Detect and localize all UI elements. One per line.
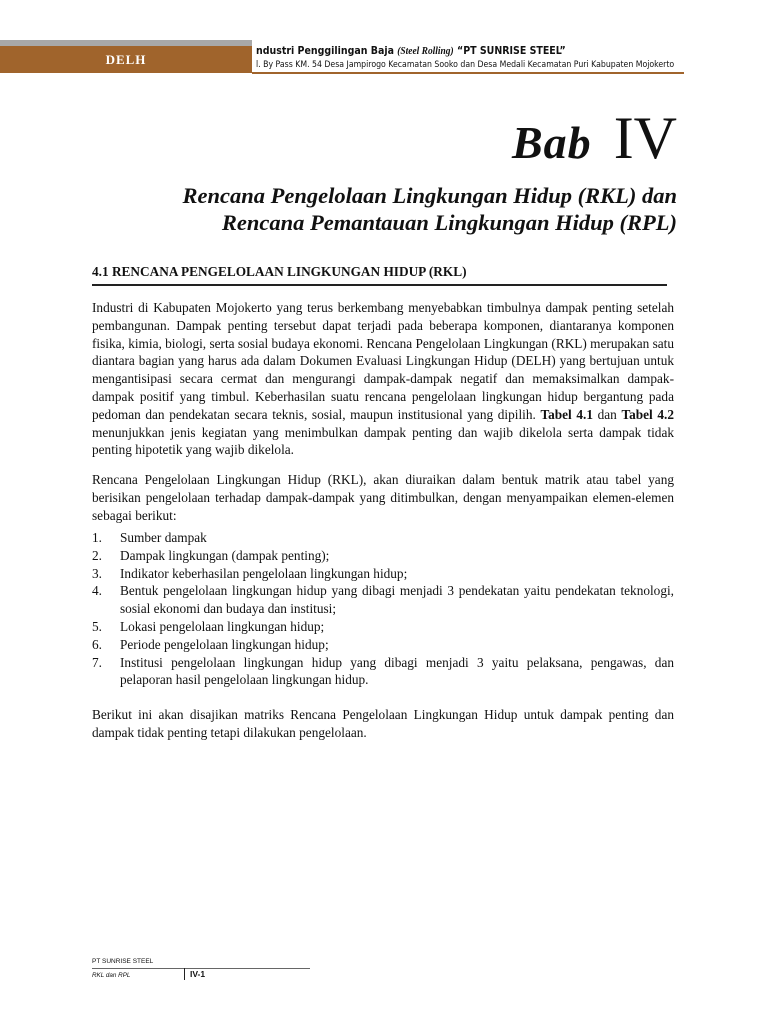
list-item bbox=[92, 529, 674, 547]
header-project-title bbox=[256, 45, 566, 57]
chapter-title-line1: Rencana Pengelolaan Lingkungan Hidup (RKL) dan bbox=[182, 183, 677, 208]
list-item-text: Institusi pengelolaan lingkungan hidup yang dibagi menjadi 3 yaitu pelaksana, pengawas, dan pelaporan hasil pengelolaan lingkungan hidup. bbox=[120, 654, 674, 688]
header-rule bbox=[252, 72, 684, 74]
chapter-title bbox=[90, 182, 677, 236]
list-item-text: Lokasi pengelolaan lingkungan hidup; bbox=[120, 618, 325, 634]
list-item bbox=[92, 582, 674, 618]
list-item-number: 4. bbox=[92, 583, 102, 599]
table-reference-4-1: Tabel 4.1 bbox=[540, 406, 593, 422]
list-item bbox=[92, 547, 674, 565]
footer-separator bbox=[184, 968, 185, 980]
paragraph-intro-tail: menunjukkan jenis kegiatan yang menimbulkan dampak penting dan wajib dikelola serta dampak tidak penting hipotetik yang wajib dikelola. bbox=[92, 424, 674, 458]
chapter-number: IV bbox=[613, 105, 677, 171]
list-item bbox=[92, 618, 674, 636]
list-item-text: Sumber dampak bbox=[120, 530, 207, 545]
paragraph-matrix-intro: Berikut ini akan disajikan matriks Rencana Pengelolaan Lingkungan Hidup untuk dampak penting dan dampak tidak penting tetapi dilakukan pengelolaan. bbox=[92, 707, 674, 740]
footer-company: PT SUNRISE STEEL bbox=[92, 958, 154, 965]
chapter-title-line2: Rencana Pemantauan Lingkungan Hidup (RPL) bbox=[221, 210, 677, 235]
header-title-italic: (Steel Rolling) bbox=[397, 46, 454, 57]
document-type-label: DELH bbox=[105, 51, 147, 67]
paragraph-intro-text: Industri di Kabupaten Mojokerto yang terus berkembang menyebabkan timbulnya dampak penting setelah pembangunan. Dampak penting tersebut dapat terjadi pada beberapa komponen, diantaranya komponen fisika, kimia, biologi, serta sosial budaya ekonomi. Rencana Pengelolaan Lingkungan (RKL) merupakan satu diantara bagian yang harus ada dalam Dokumen Evaluasi Lingkungan Hidup (DELH) yang bertujuan untuk mengantisipasi secara cermat dan mengurangi dampak-dampak negatif dan memaksimalkan dampak-dampak positif yang timbul. Keberhasilan suatu rencana pengelolaan lingkungan hidup bergantung pada pedoman dan pendekatan secara teknis, sosial, maupun institusional yang dipilih. bbox=[92, 300, 674, 422]
list-item-number: 1. bbox=[92, 530, 102, 545]
list-item-number: 2. bbox=[92, 547, 102, 563]
page-number: IV-1 bbox=[190, 969, 206, 979]
list-item bbox=[92, 565, 674, 583]
chapter-word: Bab bbox=[512, 117, 592, 168]
header-address: l. By Pass KM. 54 Desa Jampirogo Kecamatan Sooko dan Desa Medali Kecamatan Puri Kabupaten Mojokerto bbox=[256, 59, 675, 69]
paragraph-elements-intro: Rencana Pengelolaan Lingkungan Hidup (RKL), akan diuraikan dalam bentuk matrik atau tabel yang berisikan pengelolaan terhadap dampak-dampak yang ditimbulkan, dengan menyampaikan elemen-elemen sebagai berikut: bbox=[92, 472, 674, 523]
chapter-heading bbox=[512, 104, 677, 173]
list-item-number: 7. bbox=[92, 654, 102, 670]
list-item-text: Indikator keberhasilan pengelolaan lingkungan hidup; bbox=[120, 565, 408, 581]
table-reference-4-2: Tabel 4.2 bbox=[621, 406, 674, 422]
paragraph-intro bbox=[92, 299, 674, 459]
header-title-suffix: “PT SUNRISE STEEL” bbox=[453, 45, 566, 57]
list-item bbox=[92, 654, 674, 690]
list-item-number: 5. bbox=[92, 618, 102, 634]
paragraph-intro-conjunction: dan bbox=[592, 406, 622, 422]
list-item bbox=[92, 636, 674, 654]
list-item-text: Bentuk pengelolaan lingkungan hidup yang dibagi menjadi 3 pendekatan yaitu pendekatan teknologi, sosial ekonomi dan budaya dan institusi; bbox=[120, 583, 674, 617]
list-item-text: Periode pengelolaan lingkungan hidup; bbox=[120, 636, 329, 652]
list-item-number: 6. bbox=[92, 636, 102, 652]
elements-list bbox=[92, 529, 674, 689]
document-type-badge bbox=[0, 46, 252, 73]
footer-document-name: RKL dan RPL bbox=[92, 972, 131, 979]
list-item-text: Dampak lingkungan (dampak penting); bbox=[120, 547, 330, 563]
section-heading: 4.1 RENCANA PENGELOLAAN LINGKUNGAN HIDUP (RKL) bbox=[92, 264, 667, 286]
header-title-prefix: ndustri Penggilingan Baja bbox=[256, 45, 398, 57]
list-item-number: 3. bbox=[92, 565, 102, 581]
